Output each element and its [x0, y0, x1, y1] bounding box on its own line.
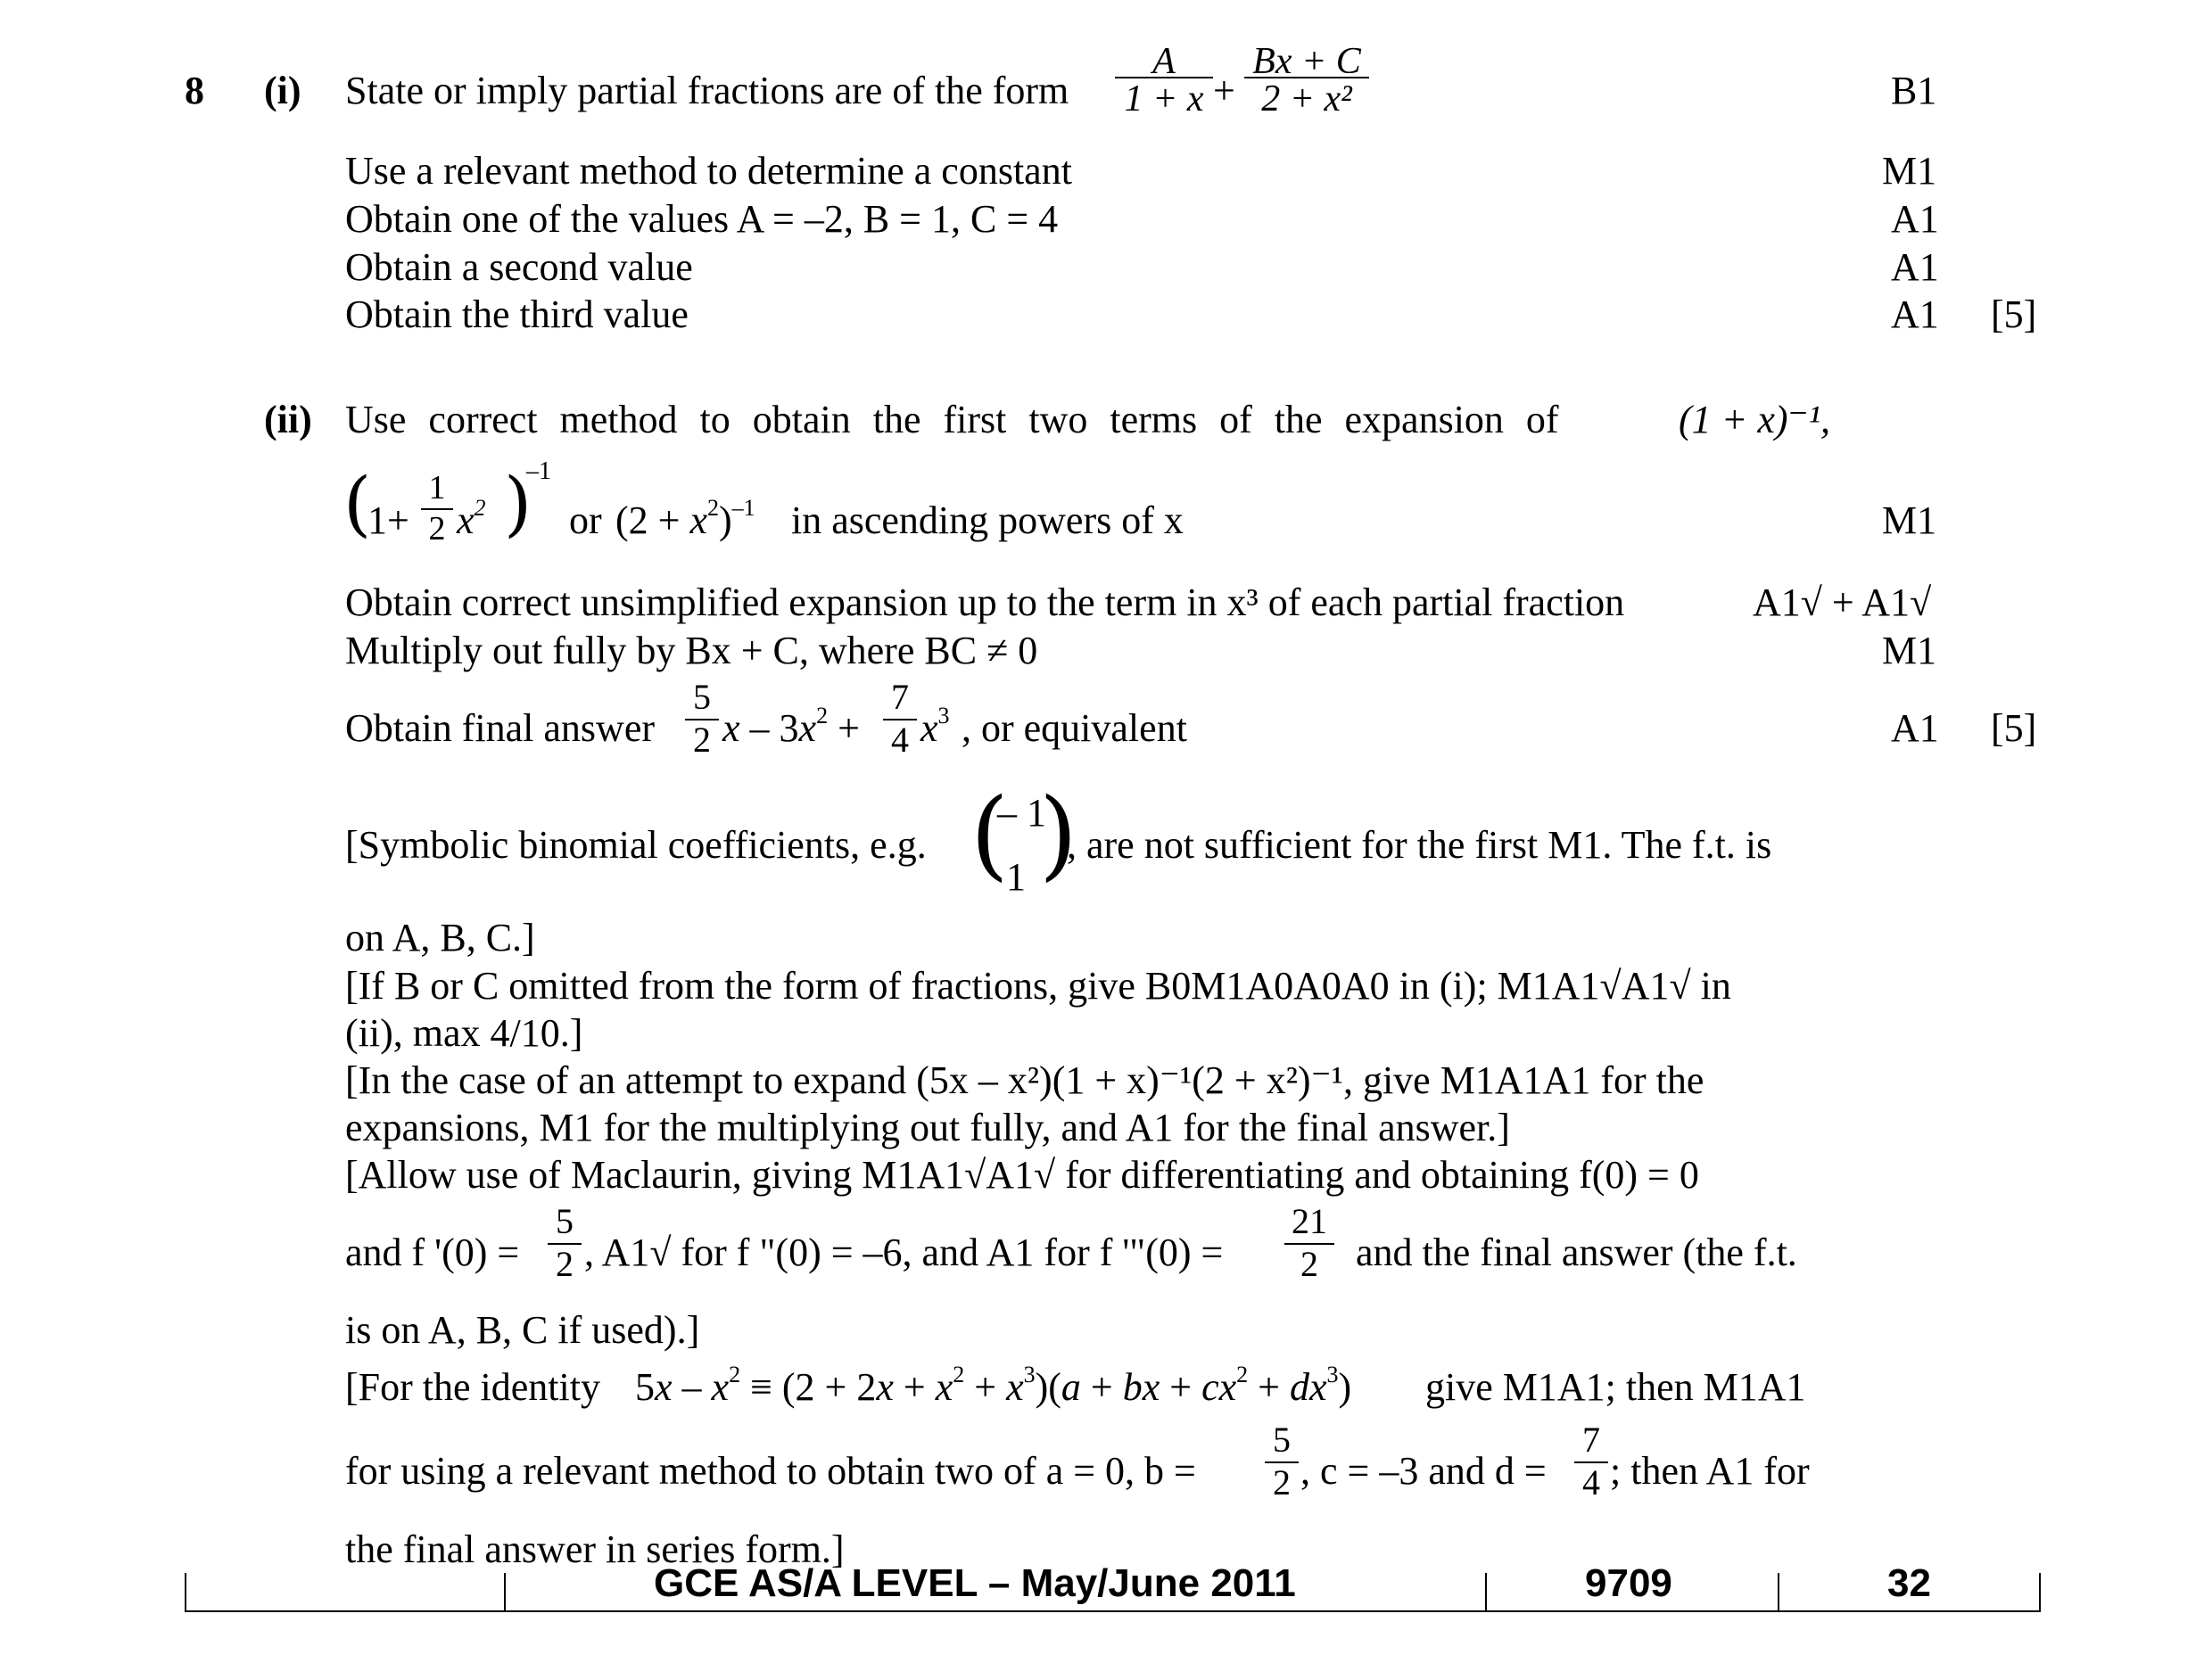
part-i-label: (i)	[264, 69, 301, 112]
note-5a-2: give M1A1; then M1A1	[1425, 1365, 1806, 1409]
x-squared-1: $x^2$	[457, 495, 486, 542]
right-paren-1: )	[504, 462, 532, 545]
note-1c: on A, B, C.]	[345, 916, 535, 959]
footer-rule	[185, 1610, 2040, 1612]
form-fraction-bxc: Bx + C 2 + x²	[1244, 43, 1369, 118]
one-plus: 1+	[367, 498, 409, 542]
form-fraction-a: A 1 + x	[1115, 43, 1213, 118]
note-4b-2: , A1√ for f "(0) = –6, and A1 for f '"(0) =	[584, 1231, 1224, 1274]
plus-sign: +	[1213, 69, 1235, 112]
d-seven-quarters: 7 4	[1574, 1422, 1608, 1501]
total-ii: [5]	[1991, 706, 2037, 750]
x-cubed: $x^3$	[920, 703, 950, 750]
total-i: [5]	[1991, 292, 2037, 336]
part-ii-line-5-pre: Obtain final answer	[345, 706, 655, 750]
footer-divider-1	[185, 1573, 186, 1612]
note-2a: [If B or C omitted from the form of fractions, give B0M1A0A0A0 in (i); M1A1√A1√ in	[345, 964, 1731, 1008]
part-i-line-4: Obtain a second value	[345, 245, 693, 289]
b-five-halves: 5 2	[1265, 1422, 1299, 1501]
final-answer-mid: x – $3x^2$ +	[722, 703, 860, 750]
five-halves: 5 2	[685, 679, 719, 758]
left-paren-1: (	[343, 462, 372, 545]
footer-divider-4	[1778, 1573, 1779, 1612]
footer-paper: 32	[1887, 1561, 1931, 1605]
note-4b-1: and f '(0) =	[345, 1231, 520, 1274]
binom-right-paren: )	[1039, 777, 1077, 891]
note-4c: is on A, B, C if used).]	[345, 1308, 700, 1352]
note-4a: [Allow use of Maclaurin, giving M1A1√A1√ for differentiating and obtaining f(0) = 0	[345, 1153, 1699, 1197]
part-ii-label: (ii)	[264, 398, 312, 441]
part-ii-line-3: Obtain correct unsimplified expansion up to the term in x³ of each partial fraction	[345, 580, 1625, 624]
footer-syllabus: 9709	[1585, 1561, 1672, 1605]
mark-i-3: A1	[1891, 197, 1939, 241]
note-5b-2: , c = –3 and d =	[1300, 1449, 1547, 1493]
note-5b-1: for using a relevant method to obtain two of a = 0, b =	[345, 1449, 1196, 1493]
mark-i-5: A1	[1891, 292, 1939, 336]
footer-divider-5	[2039, 1573, 2041, 1612]
mark-i-4: A1	[1891, 245, 1939, 289]
part-ii-line-5-post: , or equivalent	[962, 706, 1187, 750]
part-i-line-3: Obtain one of the values A = –2, B = 1, C = 4	[345, 197, 1059, 241]
seven-quarters: 7 4	[883, 679, 917, 758]
half-fraction: 1 2	[421, 471, 453, 546]
mark-ii-3: M1	[1882, 629, 1937, 672]
part-ii-line-2-tail: in ascending powers of x	[791, 498, 1184, 542]
question-number: 8	[185, 69, 204, 112]
note-4b-3: and the final answer (the f.t.	[1356, 1231, 1797, 1274]
identity-expr: $5x - x^2 \equiv (2 + 2x + x^2 + x^3)(a$ + bx + $cx^2 + dx^3$)	[635, 1362, 1352, 1409]
footer-exam: GCE AS/A LEVEL – May/June 2011	[654, 1561, 1296, 1605]
note-2b: (ii), max 4/10.]	[345, 1011, 583, 1055]
mark-ii-2: A1√ + A1√	[1753, 580, 1932, 624]
note-1a: [Symbolic binomial coefficients, e.g.	[345, 823, 927, 867]
mark-i-2: M1	[1882, 149, 1937, 193]
part-ii-line-1: Use correct method to obtain the first two terms of the expansion of	[345, 398, 1559, 441]
expansion-expr: (1 + x)⁻¹,	[1679, 398, 1830, 441]
note-5b-3: ; then A1 for	[1610, 1449, 1810, 1493]
note-5a-1: [For the identity	[345, 1365, 600, 1409]
mark-ii-1: M1	[1882, 498, 1937, 542]
part-i-line-5: Obtain the third value	[345, 292, 689, 336]
footer-divider-3	[1485, 1573, 1487, 1612]
binom-top: – 1	[997, 791, 1046, 835]
note-1b: , are not sufficient for the first M1. The f.t. is	[1067, 823, 1772, 867]
part-ii-line-4: Multiply out fully by Bx + C, where BC ≠ 0	[345, 629, 1038, 672]
footer-divider-2	[504, 1573, 506, 1612]
two-plus-x2-expr: $(2 + x^2)^{-1}$	[615, 495, 755, 542]
note-3b: expansions, M1 for the multiplying out fully, and A1 for the final answer.]	[345, 1106, 1510, 1149]
part-i-line-1: State or imply partial fractions are of the form	[345, 69, 1069, 112]
mark-i-1: B1	[1891, 69, 1937, 112]
note-5c: the final answer in series form.]	[345, 1527, 845, 1571]
twenty-one-halves: 21 2	[1284, 1204, 1334, 1282]
part-i-line-2: Use a relevant method to determine a constant	[345, 149, 1072, 193]
binom-left-paren: (	[970, 777, 1009, 891]
mark-ii-4: A1	[1891, 706, 1939, 750]
fprime-five-halves: 5 2	[548, 1204, 582, 1282]
binom-bottom: 1	[1006, 855, 1026, 899]
note-3a: [In the case of an attempt to expand (5x – x²)(1 + x)⁻¹(2 + x²)⁻¹, give M1A1A1 for the	[345, 1058, 1704, 1102]
or-word: or	[569, 498, 602, 542]
power-neg1-a: –1	[526, 457, 551, 485]
